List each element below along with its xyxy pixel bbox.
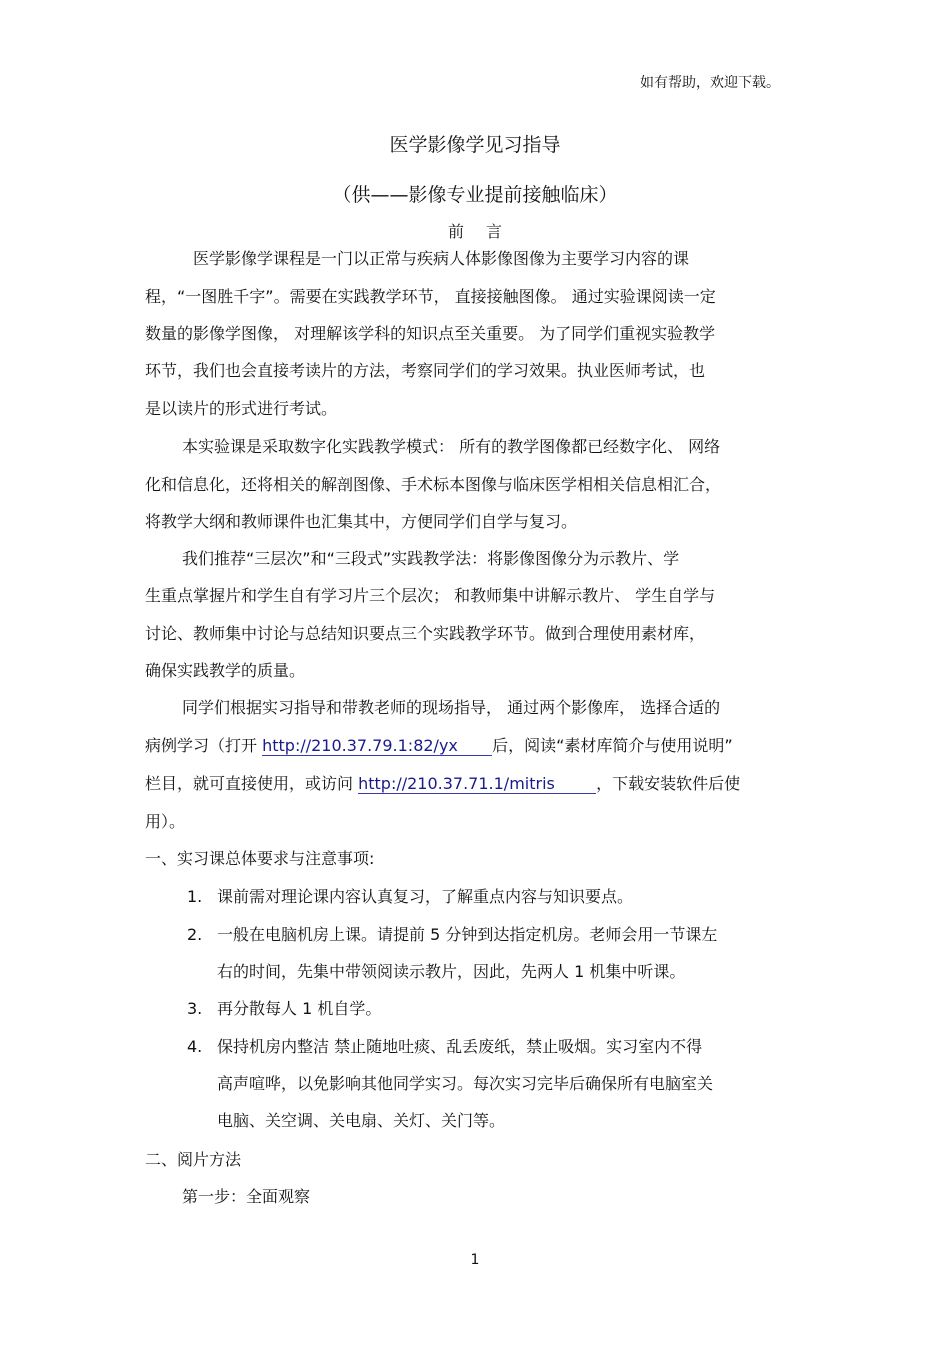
mitris-link[interactable]: http://210.37.71.1/mitris	[358, 775, 596, 794]
item1-line1: 课前需对理论课内容认真复习，了解重点内容与知识要点。	[217, 887, 634, 906]
para2-line3: 将教学大纲和教师课件也汇集其中，方便同学们自学与复习。	[145, 512, 578, 531]
material-library-link[interactable]: http://210.37.79.1:82/yx	[262, 737, 492, 756]
item4-number: 4.	[187, 1037, 203, 1056]
para1-line1: 医学影像学课程是一门以正常与疾病人体影像图像为主要学习内容的课	[193, 249, 690, 268]
page-number: 1	[470, 1252, 480, 1268]
item2-line1: 一般在电脑机房上课。请提前 5 分钟到达指定机房。老师会用一节课左	[217, 925, 718, 944]
para2-line2: 化和信息化，还将相关的解剖图像、手术标本图像与临床医学相相关信息相汇合，	[145, 475, 722, 494]
para4-line3	[145, 774, 740, 794]
item4-line2: 高声喧哗，以免影响其他同学实习。每次实习完毕后确保所有电脑室关	[217, 1074, 714, 1093]
para4-line2-suffix: 后，阅读“素材库简介与使用说明”	[492, 736, 733, 755]
para2-line1: 本实验课是采取数字化实践教学模式： 所有的教学图像都已经数字化、 网络	[182, 437, 721, 456]
item1-number: 1.	[187, 887, 203, 906]
item4-line1: 保持机房内整洁 禁止随地吐痰、乱丢废纸，禁止吸烟。实习室内不得	[217, 1037, 703, 1056]
section2-step1: 第一步：全面观察	[182, 1187, 311, 1206]
para1-line3: 数量的影像学图像， 对理解该学科的知识点至关重要。 为了同学们重视实验教学	[145, 324, 716, 343]
para3-line1: 我们推荐“三层次”和“三段式”实践教学法：将影像图像分为示教片、学	[182, 549, 680, 568]
para3-line4: 确保实践教学的质量。	[145, 661, 306, 680]
para4-line3-suffix: ，下载安装软件后使	[596, 774, 741, 793]
item2-number: 2.	[187, 925, 203, 944]
preface-heading: 前言	[447, 222, 524, 241]
para3-line2: 生重点掌握片和学生自有学习片三个层次； 和教师集中讲解示教片、 学生自学与	[145, 586, 716, 605]
para4-line3-prefix: 栏目，就可直接使用，或访问	[145, 774, 359, 793]
item3-line1: 再分散每人 1 机自学。	[217, 999, 382, 1018]
header-note: 如有帮助，欢迎下载。	[640, 75, 780, 91]
para4-line4: 用）。	[145, 812, 186, 831]
item2-line2: 右的时间，先集中带领阅读示教片，因此，先两人 1 机集中听课。	[217, 962, 686, 981]
para4-line2-prefix: 病例学习（打开	[145, 736, 263, 755]
document-subtitle: （供——影像专业提前接触临床）	[332, 184, 618, 206]
para1-line2: 程，“一图胜千字”。需要在实践教学环节， 直接接触图像。 通过实验课阅读一定	[145, 287, 716, 306]
section2-heading: 二、阅片方法	[145, 1150, 242, 1169]
document-title: 医学影像学见习指导	[389, 134, 561, 156]
section1-heading: 一、实习课总体要求与注意事项:	[145, 849, 375, 868]
para1-line4: 环节，我们也会直接考读片的方法，考察同学们的学习效果。执业医师考试，也	[145, 361, 706, 380]
para1-line5: 是以读片的形式进行考试。	[145, 399, 338, 418]
para3-line3: 讨论、教师集中讨论与总结知识要点三个实践教学环节。做到合理使用素材库，	[145, 624, 706, 643]
para4-line2	[145, 736, 733, 756]
item4-line3: 电脑、关空调、关电扇、关灯、关门等。	[217, 1111, 506, 1130]
item3-number: 3.	[187, 999, 203, 1018]
para4-line1: 同学们根据实习指导和带教老师的现场指导， 通过两个影像库， 选择合适的	[182, 698, 721, 717]
